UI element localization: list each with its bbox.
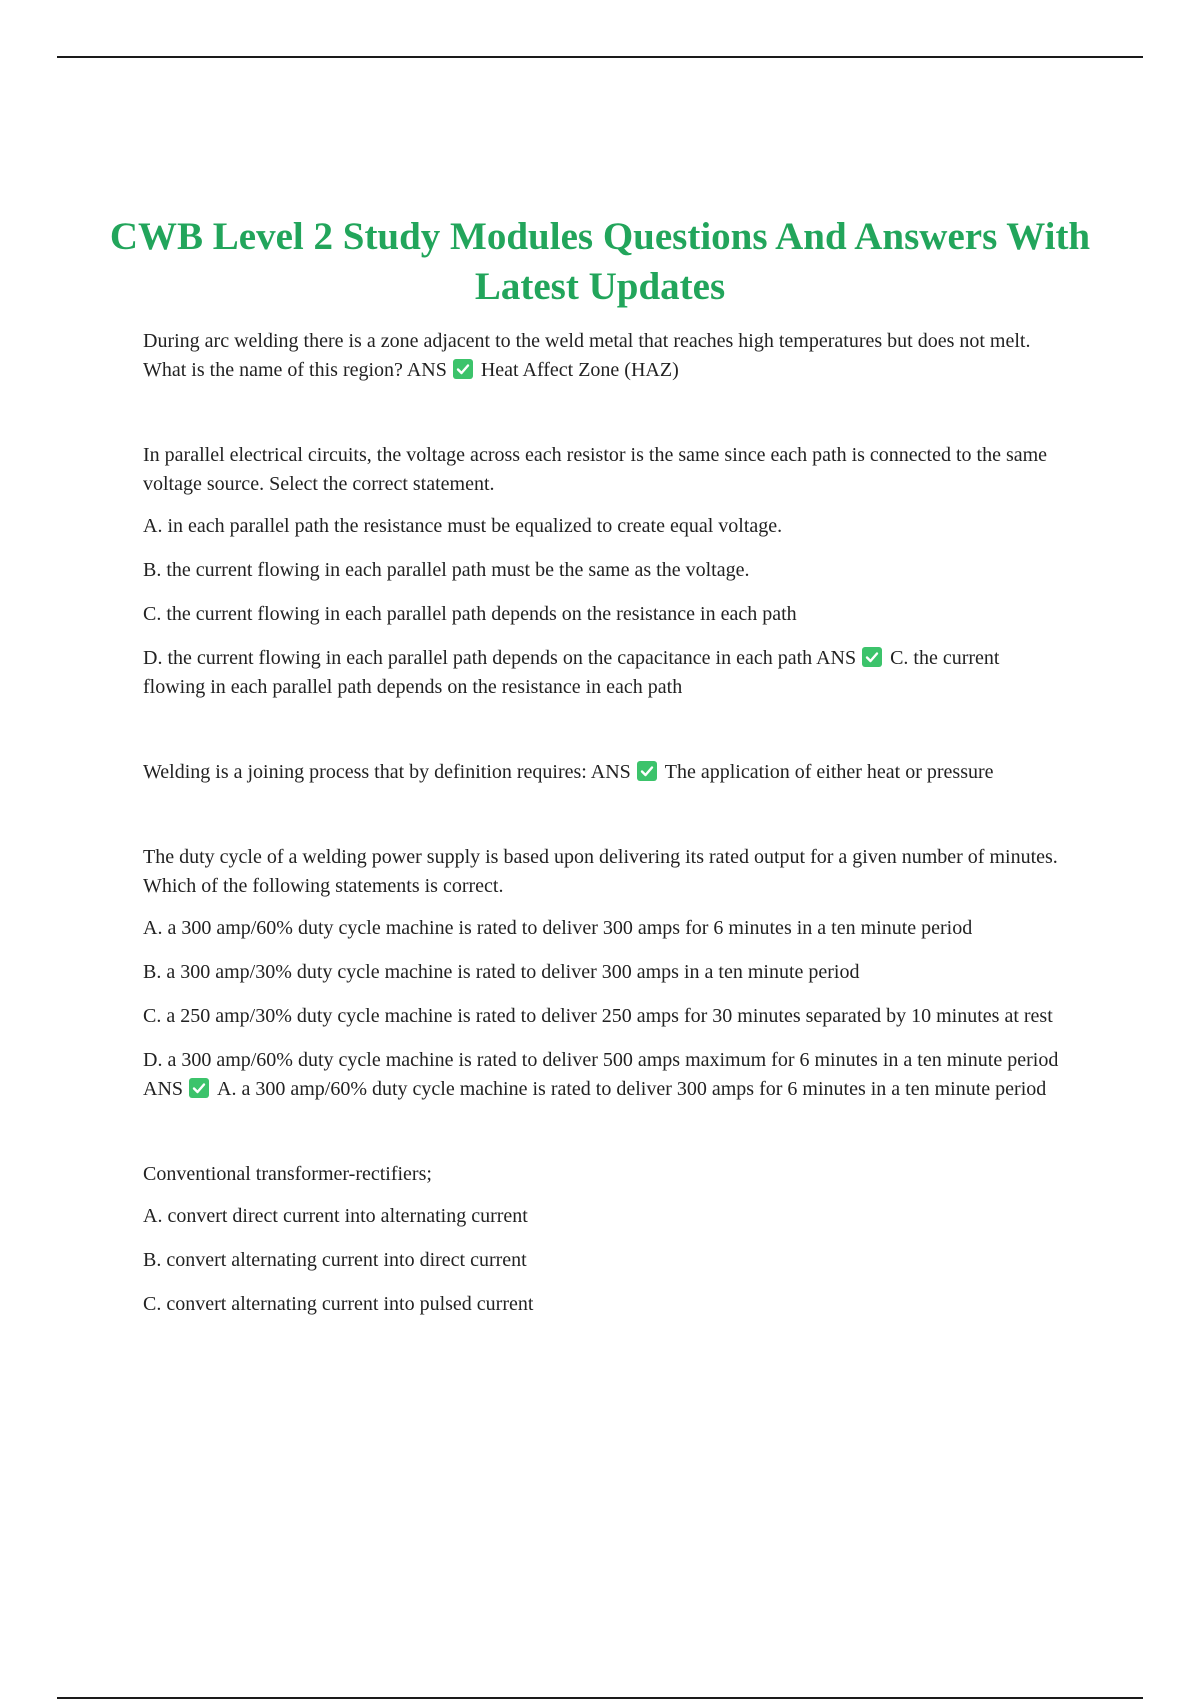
qa-item bbox=[143, 758, 1063, 787]
document-title: CWB Level 2 Study Modules Questions And Answers With Latest Updates bbox=[109, 215, 1091, 308]
qa-item bbox=[143, 441, 1063, 702]
answer-text: The application of either heat or pressure bbox=[664, 761, 994, 783]
answer-text: C. the current flowing in each parallel path depends on the resistance in each path bbox=[143, 647, 1000, 698]
option: A. convert direct current into alternating current bbox=[143, 1205, 528, 1227]
check-box-icon bbox=[862, 647, 882, 667]
top-rule bbox=[57, 56, 1143, 58]
qa-item bbox=[143, 843, 1063, 1104]
answer-marker: ANS bbox=[590, 761, 631, 783]
question-text: Welding is a joining process that by definition requires: bbox=[143, 761, 587, 783]
question-text: The duty cycle of a welding power supply is based upon delivering its rated output for a given number of minutes. Which of the following statements is correct. bbox=[143, 846, 1058, 897]
answer-text: Heat Affect Zone (HAZ) bbox=[480, 359, 679, 381]
option: B. the current flowing in each parallel path must be the same as the voltage. bbox=[143, 559, 750, 581]
option: C. convert alternating current into pulsed current bbox=[143, 1293, 534, 1315]
option: D. the current flowing in each parallel path depends on the capacitance in each path bbox=[143, 647, 813, 669]
option: C. the current flowing in each parallel path depends on the resistance in each path bbox=[143, 603, 797, 625]
check-box-icon bbox=[453, 359, 473, 379]
question-text: In parallel electrical circuits, the voltage across each resistor is the same since each path is connected to the same voltage source. Select the correct statement. bbox=[143, 444, 1048, 495]
question-text: Conventional transformer-rectifiers; bbox=[143, 1163, 432, 1185]
answer-marker: ANS bbox=[816, 647, 857, 669]
option: B. a 300 amp/30% duty cycle machine is rated to deliver 300 amps in a ten minute period bbox=[143, 961, 860, 983]
question bbox=[143, 758, 1063, 787]
check-box-icon bbox=[637, 761, 657, 781]
option: A. a 300 amp/60% duty cycle machine is rated to deliver 300 amps for 6 minutes in a ten minute period bbox=[143, 917, 973, 939]
option: C. a 250 amp/30% duty cycle machine is rated to deliver 250 amps for 30 minutes separated by 10 minutes at rest bbox=[143, 1005, 1053, 1027]
document-body bbox=[143, 327, 1063, 1319]
option: A. in each parallel path the resistance must be equalized to create equal voltage. bbox=[143, 515, 783, 537]
option: B. convert alternating current into direct current bbox=[143, 1249, 527, 1271]
answer-marker: ANS bbox=[406, 359, 447, 381]
question-text: During arc welding there is a zone adjacent to the weld metal that reaches high temperatures but does not melt. What is the name of this region? bbox=[143, 330, 1031, 381]
qa-item bbox=[143, 1160, 1063, 1319]
option-with-answer bbox=[143, 1046, 1063, 1104]
qa-item bbox=[143, 327, 1063, 385]
bottom-rule bbox=[57, 1697, 1143, 1699]
answer-text: A. a 300 amp/60% duty cycle machine is rated to deliver 300 amps for 6 minutes in a ten minute period bbox=[217, 1078, 1047, 1100]
answer-marker: ANS bbox=[143, 1078, 184, 1100]
question bbox=[143, 327, 1063, 385]
check-box-icon bbox=[189, 1078, 209, 1098]
option: D. a 300 amp/60% duty cycle machine is rated to deliver 500 amps maximum for 6 minutes in a ten minute period bbox=[143, 1049, 1059, 1071]
option-with-answer bbox=[143, 644, 1063, 702]
